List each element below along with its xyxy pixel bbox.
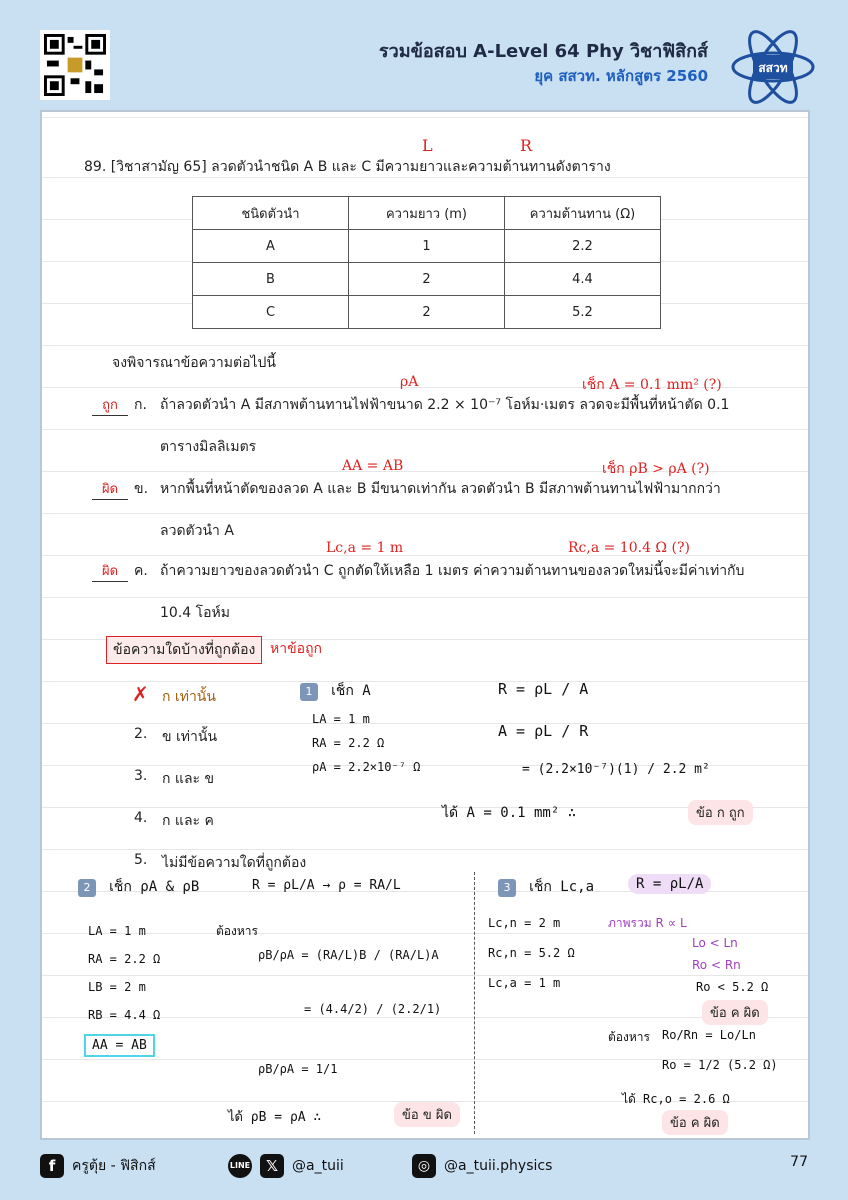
stmt-c-check: Rc,a = 10.4 Ω (?) — [568, 540, 690, 556]
work2-title: เช็ก ρA & ρB — [109, 879, 200, 895]
table-cell: A — [193, 230, 349, 263]
work1-header — [300, 680, 371, 702]
work2-highlight: AA = AB — [84, 1034, 155, 1057]
stmt-a-note: ρA — [400, 374, 419, 390]
work3-given-3: Lc,a = 1 m — [488, 976, 561, 990]
table-row — [193, 230, 661, 263]
work1-title: เช็ก A — [331, 683, 371, 699]
stmt-c-line1: ถ้าความยาวของลวดตัวนำ C ถูกตัดให้เหลือ 1 เมตร ค่าความต้านทานของลวดใหม่นี้จะมีค่าเท่ากับ — [160, 563, 745, 579]
work1-badge: 1 — [300, 683, 318, 701]
table-cell: 5.2 — [505, 296, 661, 329]
work2-formula: R = ρL/A → ρ = RA/L — [252, 878, 401, 893]
table-cell: 2.2 — [505, 230, 661, 263]
stmt-b-label: ข. — [134, 481, 149, 497]
stmt-b-line2: ลวดตัวนำ A — [160, 523, 234, 539]
facebook-icon: f — [40, 1154, 64, 1178]
option-5-text[interactable]: ไม่มีข้อความใดที่ถูกต้อง — [162, 855, 307, 871]
work3-result: ได้ Rc,o = 2.6 Ω — [622, 1092, 730, 1106]
work3-ineq: Ro < 5.2 Ω — [696, 980, 769, 994]
option-2-num: 2. — [134, 726, 148, 742]
work3-given-2: Rc,n = 5.2 Ω — [488, 946, 575, 960]
work2-given-2: RA = 2.2 Ω — [88, 952, 161, 966]
work1-given-1: LA = 1 m — [312, 712, 370, 726]
work2-given-3: LB = 2 m — [88, 980, 146, 994]
work2-given-4: RB = 4.4 Ω — [88, 1008, 161, 1022]
work1-given-3: ρA = 2.2×10⁻⁷ Ω — [312, 760, 421, 774]
work1-result: ได้ A = 0.1 mm² ∴ — [442, 805, 577, 821]
footer-facebook[interactable] — [40, 1154, 156, 1178]
work1-given-2: RA = 2.2 Ω — [312, 736, 385, 750]
work3-badge: 3 — [498, 879, 516, 897]
table-cell: 2 — [349, 296, 505, 329]
stmt-b-note: AA = AB — [342, 458, 404, 474]
page-title: รวมข้อสอบ A-Level 64 Phy วิชาฟิสิกส์ — [378, 41, 708, 62]
work3-verdict-1: ข้อ ค ผิด — [702, 1000, 768, 1025]
table-cell: 2 — [349, 263, 505, 296]
table-header: ชนิดตัวนำ — [193, 197, 349, 230]
work3-header — [498, 876, 594, 898]
work3-step-1: Ro/Rn = Lo/Ln — [662, 1028, 756, 1042]
stmt-c-mark: ผิด — [92, 560, 128, 582]
work3-ratio-label: ต้องหาร — [608, 1030, 650, 1044]
option-1-cross: ✗ — [132, 682, 149, 706]
option-3-num: 3. — [134, 768, 148, 784]
page-footer — [40, 1150, 808, 1180]
instagram-handle: @a_tuii.physics — [444, 1158, 553, 1174]
stmt-a-mark: ถูก — [92, 394, 128, 416]
work2-step-1: ρB/ρA = (RA/L)B / (RA/L)A — [258, 948, 439, 962]
stmt-c-label: ค. — [134, 563, 148, 579]
work3-prop-1: ภาพรวม R ∝ L — [608, 916, 687, 930]
option-2-text[interactable]: ข เท่านั้น — [162, 729, 218, 745]
table-header: ความยาว (m) — [349, 197, 505, 230]
option-4-num: 4. — [134, 810, 148, 826]
prompt-note: หาข้อถูก — [270, 641, 323, 657]
logo-text: สสวท — [758, 61, 788, 75]
qr-code-icon — [44, 34, 106, 96]
x-icon: 𝕏 — [260, 1154, 284, 1178]
option-5-num: 5. — [134, 852, 148, 868]
worksheet-paper — [40, 110, 810, 1140]
data-table — [192, 196, 661, 329]
work2-header — [78, 876, 199, 898]
table-row — [193, 263, 661, 296]
table-header-row — [193, 197, 661, 230]
prompt-box: ข้อความใดบ้างที่ถูกต้อง — [106, 636, 262, 664]
work3-prop-2: Lo < Ln — [692, 936, 738, 950]
work3-step-2: Ro = 1/2 (5.2 Ω) — [662, 1058, 778, 1072]
instagram-icon: ◎ — [412, 1154, 436, 1178]
work2-given-1: LA = 1 m — [88, 924, 146, 938]
question-text: 89. [วิชาสามัญ 65] ลวดตัวนำชนิด A B และ C มีความยาวและความต้านทานดังตาราง — [84, 159, 611, 175]
stmt-b-check: เช็ก ρB > ρA (?) — [602, 461, 710, 477]
table-cell: B — [193, 263, 349, 296]
page-number: 77 — [790, 1154, 808, 1170]
stmt-b-mark: ผิด — [92, 478, 128, 500]
work1-verdict: ข้อ ก ถูก — [688, 800, 753, 825]
work2-ratio-label: ต้องหาร — [216, 924, 258, 938]
work2-step-2: = (4.4/2) / (2.2/1) — [304, 1002, 442, 1016]
work-divider — [474, 872, 475, 1134]
table-cell: 1 — [349, 230, 505, 263]
note-L: L — [422, 136, 433, 155]
work2-badge: 2 — [78, 879, 96, 897]
stmt-a-label: ก. — [134, 397, 147, 413]
qr-code — [40, 30, 110, 100]
work3-prop-3: Ro < Rn — [692, 958, 741, 972]
stmt-b-line1: หากพื้นที่หน้าตัดของลวด A และ B มีขนาดเท่ากัน ลวดตัวนำ B มีสภาพต้านทานไฟฟ้ามากกว่า — [160, 481, 721, 497]
table-cell: C — [193, 296, 349, 329]
stmt-a-line2: ตารางมิลลิเมตร — [160, 439, 257, 455]
line-icon: LINE — [228, 1154, 252, 1178]
footer-instagram[interactable] — [412, 1154, 552, 1178]
footer-line-x[interactable] — [228, 1154, 344, 1178]
note-R: R — [520, 136, 533, 155]
work3-given-1: Lc,n = 2 m — [488, 916, 561, 930]
work3-title: เช็ก Lc,a — [529, 879, 595, 895]
table-row — [193, 296, 661, 329]
facebook-name: ครูตุ้ย - ฟิสิกส์ — [72, 1158, 156, 1174]
work3-verdict-2: ข้อ ค ผิด — [662, 1110, 728, 1135]
stmt-a-check: เช็ก A = 0.1 mm² (?) — [582, 377, 722, 393]
work1-formula2: A = ρL / R — [498, 722, 589, 740]
consider-text: จงพิจารณาข้อความต่อไปนี้ — [112, 355, 276, 371]
work2-result: ได้ ρB = ρA ∴ — [228, 1110, 322, 1125]
table-header: ความต้านทาน (Ω) — [505, 197, 661, 230]
table-cell: 4.4 — [505, 263, 661, 296]
stmt-c-line2: 10.4 โอห์ม — [160, 605, 231, 621]
work1-calc: = (2.2×10⁻⁷)(1) / 2.2 m² — [522, 762, 710, 777]
option-3-text[interactable]: ก และ ข — [162, 771, 215, 787]
work1-formula1: R = ρL / A — [498, 680, 589, 698]
option-1-text[interactable]: ก เท่านั้น — [162, 689, 216, 705]
work3-formula: R = ρL/A — [628, 874, 711, 894]
work2-verdict: ข้อ ข ผิด — [394, 1102, 460, 1127]
stmt-c-note: Lc,a = 1 m — [326, 540, 404, 556]
page-subtitle: ยุค สสวท. หลักสูตร 2560 — [534, 67, 708, 85]
stmt-a-line1: ถ้าลวดตัวนำ A มีสภาพต้านทานไฟฟ้าขนาด 2.2 × 10⁻⁷ โอห์ม·เมตร ลวดจะมีพื้นที่หน้าตัด 0.1 — [160, 397, 730, 413]
work2-step-3: ρB/ρA = 1/1 — [258, 1062, 338, 1076]
option-4-text[interactable]: ก และ ค — [162, 813, 214, 829]
line-handle: @a_tuii — [292, 1158, 344, 1174]
ipst-logo-icon — [728, 22, 818, 112]
